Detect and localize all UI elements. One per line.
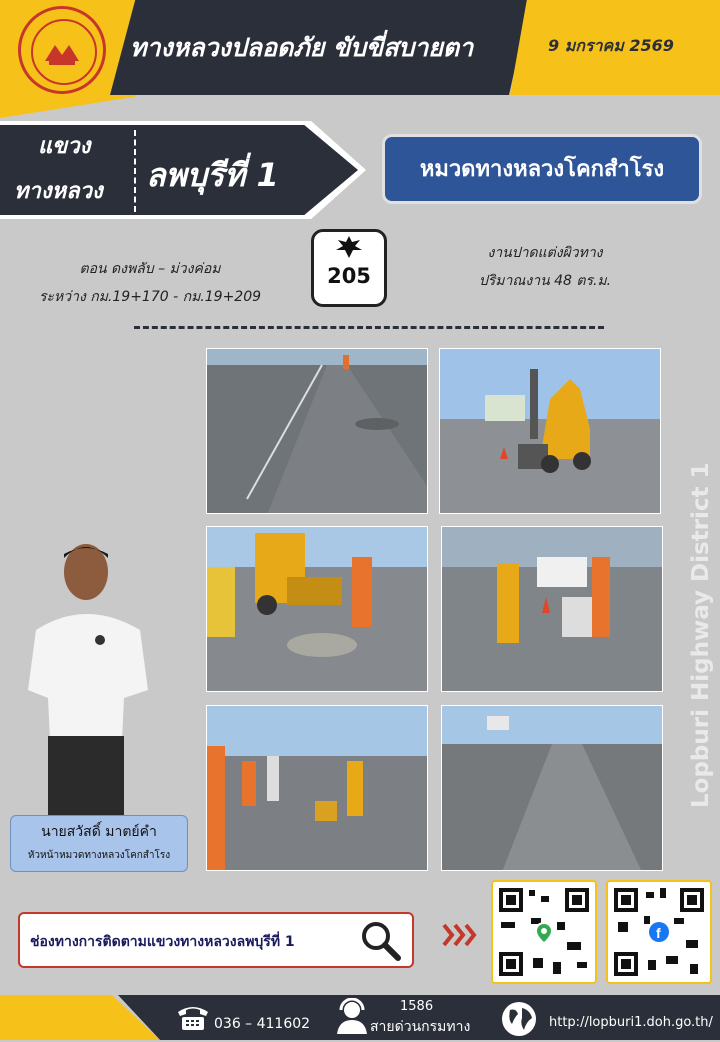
svg-text:f: f bbox=[656, 925, 661, 941]
district-label-line2: ทางหลวง bbox=[14, 179, 103, 204]
site-photo-3 bbox=[206, 526, 428, 692]
person-name: นายสวัสดิ์ มาตย์คำ bbox=[41, 824, 157, 840]
route-number: 205 bbox=[327, 264, 371, 288]
route-segment: ตอน ดงพลับ – ม่วงค่อม bbox=[79, 261, 221, 277]
website-link[interactable]: http://lopburi1.doh.go.th/ bbox=[549, 1015, 713, 1030]
headset-icon bbox=[335, 998, 369, 1040]
district-name: ลพบุรีที่ 1 bbox=[146, 156, 279, 194]
person-title: หัวหน้าหมวดทางหลวงโคกสำโรง bbox=[27, 850, 171, 861]
garuda-icon bbox=[314, 232, 384, 262]
phone-icon bbox=[176, 1002, 210, 1036]
work-quantity: ปริมาณงาน 48 ตร.ม. bbox=[478, 273, 612, 289]
qr-facebook[interactable] bbox=[606, 880, 712, 984]
hotline-number[interactable]: 1586 bbox=[400, 999, 434, 1014]
logo-emblem bbox=[18, 6, 106, 94]
district-label-line1: แขวง bbox=[38, 134, 91, 159]
site-photo-5 bbox=[206, 705, 428, 871]
search-icon bbox=[360, 920, 402, 966]
qr-map[interactable] bbox=[491, 880, 597, 984]
header-slogan: ทางหลวงปลอดภัย ขับขี่สบายตา bbox=[130, 33, 474, 62]
chevrons-icon bbox=[440, 920, 480, 958]
header-date: 9 มกราคม 2569 bbox=[548, 36, 674, 55]
site-photo-4 bbox=[441, 526, 663, 692]
dashed-separator bbox=[134, 326, 604, 329]
route-range: ระหว่าง กม.19+170 - กม.19+209 bbox=[38, 289, 262, 305]
hotline-label: สายด่วนกรมทาง bbox=[370, 1019, 471, 1035]
site-photo-1 bbox=[206, 348, 428, 514]
district-divider bbox=[134, 130, 136, 212]
watermark-text: Lopburi Highway District 1 bbox=[688, 462, 714, 808]
person-photo bbox=[28, 540, 158, 820]
site-photo-6 bbox=[441, 705, 663, 871]
section-name: หมวดทางหลวงโคกสำโรง bbox=[419, 157, 665, 182]
site-photo-2 bbox=[439, 348, 661, 514]
work-type: งานปาดแต่งผิวทาง bbox=[487, 245, 603, 261]
globe-icon bbox=[500, 1000, 538, 1042]
phone-number[interactable]: 036 – 411602 bbox=[214, 1016, 311, 1032]
follow-text: ช่องทางการติดตามแขวงทางหลวงลพบุรีที่ 1 bbox=[30, 934, 295, 950]
